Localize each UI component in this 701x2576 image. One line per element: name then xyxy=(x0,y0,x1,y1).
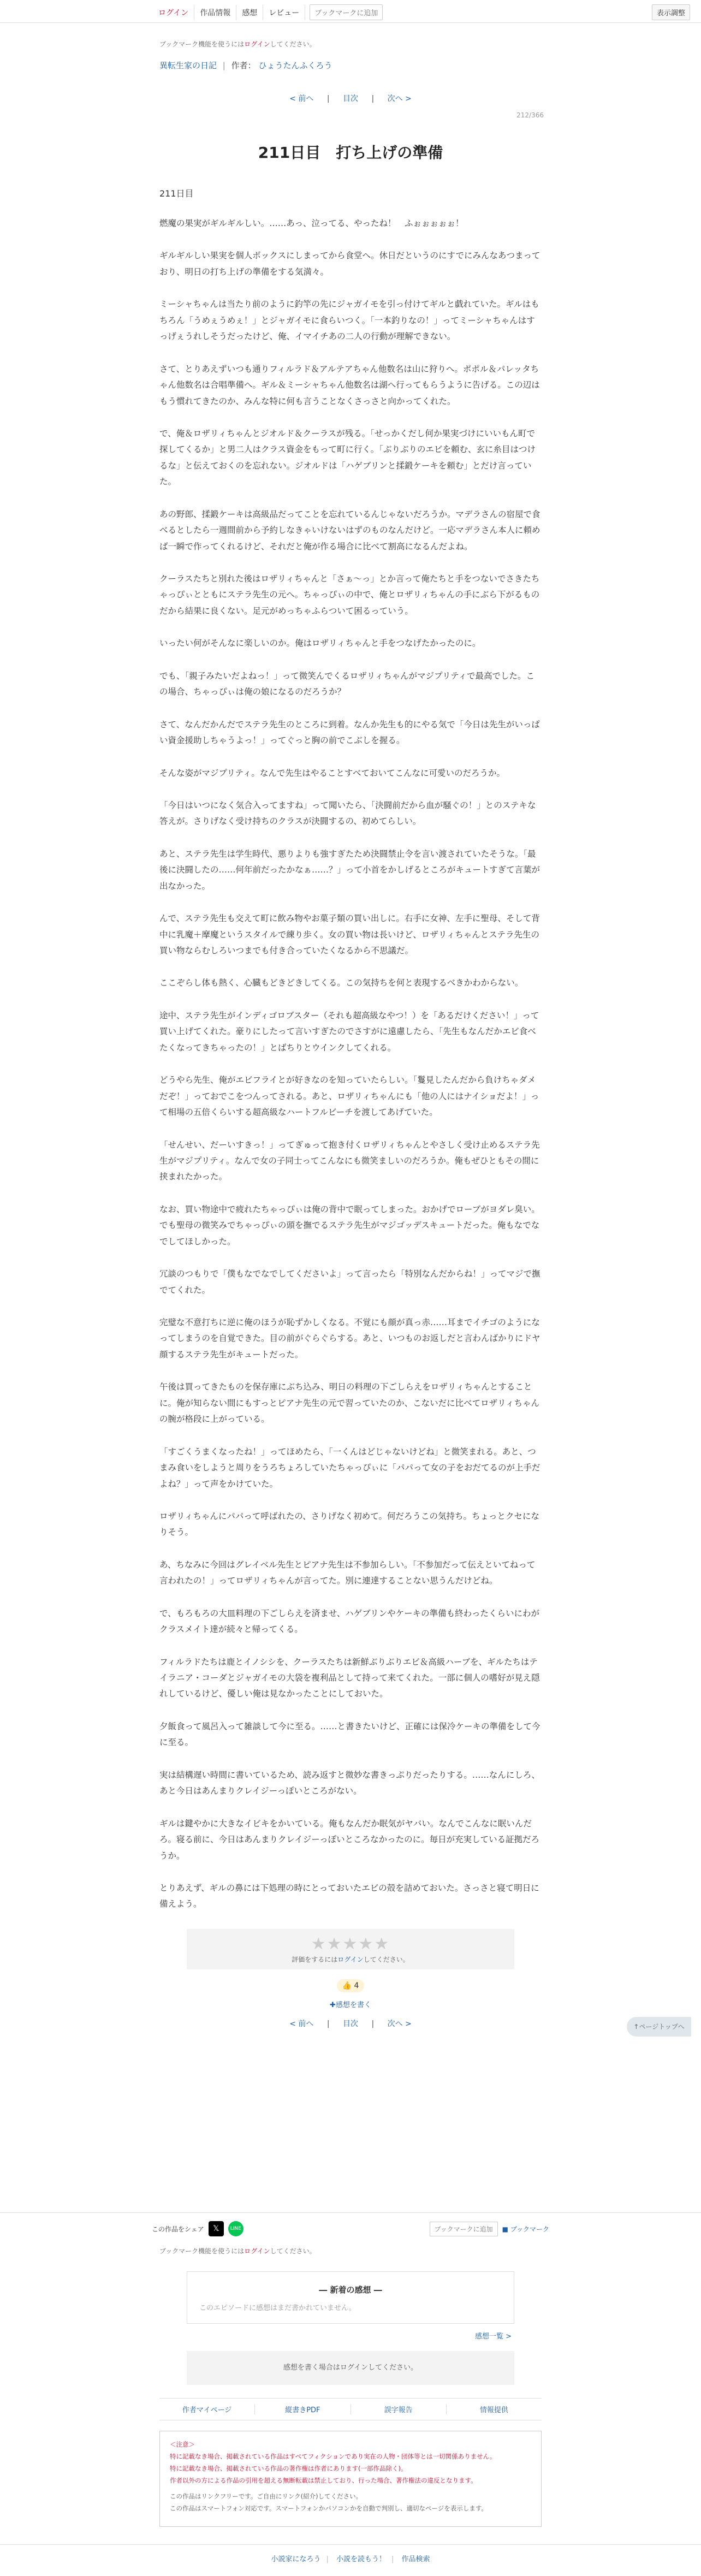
works-info-link[interactable]: 作品情報 xyxy=(194,5,236,20)
body-paragraph: ここぞらし体も熱く、心臓もどきどきしてくる。この気持ちを何と表現するべきかわからない。 xyxy=(159,978,524,988)
no-impressions-text: このエピソードに感想はまだ書かれていません。 xyxy=(199,2304,356,2312)
bookmark-login-note-bottom: ブックマーク機能を使うにはログインしてください。 xyxy=(159,2247,316,2255)
index-link[interactable]: 目次 xyxy=(343,94,358,103)
like-count: 4 xyxy=(354,1981,359,1990)
body-paragraph: 実は結構遅い時間に書いているため、読み返すと微妙な書きっぷりだったりする。……なんにしろ、あと今日はあんまりクレイジーっぽいところがない。 xyxy=(159,1770,540,1796)
thumbs-up-icon: 👍 xyxy=(342,1981,352,1990)
notice-line: 作者以外の方による作品の引用を超える無断転載は禁止しており、行った場合、著作権法の違反となります。 xyxy=(170,2476,477,2484)
body-paragraph: ロザリィちゃんにパパって呼ばれたの、さりげなく初めて。何だろうこの気持ち。ちょっとクセになりそう。 xyxy=(159,1511,539,1538)
top-nav xyxy=(0,0,701,23)
typo-report-link[interactable]: 誤字報告 xyxy=(351,2404,447,2414)
impressions-list-link[interactable]: 感想一覧 > xyxy=(475,2332,512,2341)
notice-line: 特に記載なき場合、掲載されている作品の著作権は作者にあります(一部作品除く)。 xyxy=(170,2464,407,2472)
footer-link-search[interactable]: 作品検索 xyxy=(401,2555,430,2563)
body-paragraph: 完璧な不意打ちに逆に俺のほうが恥ずかしくなる。不覚にも顔が真っ赤……耳までイチゴのようになってしまうのを自覚できた。目の前がぐらぐらする。あと、いつものお返しだと言わんばかりにドヤ顔するステラ先生がキュートだった。 xyxy=(159,1317,540,1360)
body-paragraph: いったい何がそんなに楽しいのか。俺はロザリィちゃんと手をつなげたかったのに。 xyxy=(159,638,481,649)
body-paragraph: 「せんせい、だーいすきっ！」ってぎゅって抱き付くロザリィちゃんとやさしく受け止めるステラ先生がマジプリティ。なんで女の子同士ってこんなにも微笑ましいのだろうか。俺もぜひともその間に挟まれたかった。 xyxy=(159,1139,540,1182)
body-paragraph: クーラスたちと別れた後はロザリィちゃんと「さぁ～っ」とか言って俺たちと手をつないでさきたちゃっぴぃとともにステラ先生の元へ。ちゃっぴぃの中で、俺とロザリィちゃんの手にぶら下がるものだから結果に良くない。足元がめっちゃふらついて困るっていう。 xyxy=(159,574,540,616)
body-paragraph: さて、とりあえずいつも通りフィルラド＆アルテアちゃん他数名は山に狩りへ。ポポル＆パレッタちゃん他数名は合唱準備へ。ギル＆ミーシャちゃん他数名は湖へ行ってもらうように告げる。この辺はもう慣れてきたのか、みんな特に何も言うことなくさっさと向かってくれた。 xyxy=(159,364,540,406)
notice-heading: ＜注意＞ xyxy=(170,2441,195,2448)
notice-box xyxy=(159,2431,542,2527)
bookmark-login-link-bottom[interactable]: ログイン xyxy=(244,2247,270,2255)
vertical-pdf-link[interactable]: 縦書きPDF xyxy=(255,2404,350,2414)
index-link-bottom[interactable]: 目次 xyxy=(343,2019,358,2028)
page-top-button[interactable]: ↑ページトップへ xyxy=(627,2017,691,2037)
body-paragraph: なお、買い物途中で疲れたちゃっぴぃは俺の背中で眠ってしまった。おかげでローブがヨダレ臭い。でも聖母の微笑みでちゃっぴぃの頭を撫でるステラ先生がマジゴッデスキュートだった。俺もなでなでしてほしかった。 xyxy=(159,1204,540,1247)
author-mypage-link[interactable]: 作者マイページ xyxy=(159,2404,255,2414)
new-impressions-box xyxy=(187,2271,514,2324)
bookmark-link[interactable]: ■ ブックマーク xyxy=(502,2225,549,2233)
page-number: 212/366 xyxy=(516,111,544,119)
body-paragraph: さて、なんだかんだでステラ先生のところに到着。なんか先生も的にやる気で「今日は先生がいっぱい資金援助しちゃうよっ！」ってぐっと胸の前でこぶしを握る。 xyxy=(159,719,540,746)
body-paragraph: ギルは鍵やかに大きなイビキをかいている。俺もなんだか眠気がヤバい。なんでこんなに眠いんだろ。寝る前に、今日はあんまりクレイジーっぽいところなかったのに。毎日が充実している証拠だろうか。 xyxy=(159,1818,540,1861)
notice-line: この作品はリンクフリーです。ご自由にリンク(紹介)してください。 xyxy=(170,2492,363,2501)
body-paragraph: 夕飯食って風呂入って雑談して今に至る。……と書きたいけど、正確には保冷ケーキの準備をして今に至る。 xyxy=(159,1721,540,1748)
body-paragraph: で、もろもろの大皿料理の下ごしらえを済ませ、ハゲブリンやケーキの準備も終わったくらいにわがクラスメイト達が続々と帰ってくる。 xyxy=(159,1608,539,1635)
notice-line: この作品はスマートフォン対応です。スマートフォンかパソコンかを自動で判別し、適切なページを表示します。 xyxy=(170,2504,488,2513)
body-paragraph: んで、ステラ先生も交えて町に飲み物やお菓子類の買い出しに。右手に女神、左手に聖母、そして背中に乳魔＋摩魔というスタイルで練り歩く。女の買い物は長いけど、ロザリィちゃんとステラ先生の買い物ならむしろいつまでも付き合っていたくなるから不思議だ。 xyxy=(159,913,540,955)
episode-pager-bottom: < 前へ | 目次 | 次へ > xyxy=(289,2019,412,2028)
body-paragraph: ギルギルしい果実を個人ボックスにしまってから食堂へ。休日だというのにすでにみんなあつまっており、明日の打ち上げの準備をする気満々。 xyxy=(159,251,540,277)
body-paragraph: 午後は買ってきたものを保存庫にぶち込み、明日の料理の下ごしらえをロザリィちゃんとすることに。俺が知らない間にもすっとピアナ先生の元で習っていたのか、こないだに比べてロザリィちゃんの腕が格段に上がっている。 xyxy=(159,1382,539,1424)
login-link[interactable]: ログイン xyxy=(153,5,194,20)
series-title-link[interactable]: 異転生家の日記 xyxy=(159,61,217,70)
body-paragraph: あの野郎、揉鍛ケーキは高級品だってことを忘れているんじゃないだろうか。マデラさんの宿屋で食べるとしたら一週間前から予約しなきゃいけないはずのものなんだけど。一応マデラさん本人に頼めば一瞬で作ってくれるけど、それだと俺が作る場合に比べて割高になるんだよね。 xyxy=(159,509,540,551)
body-paragraph: で、俺＆ロザリィちゃんとジオルド＆クーラスが残る。「せっかくだし何か果実づけにいいもん町で探してくるか」と男二人はクラス資金をもって町に行く。「ぶりぶりのエビを頼む、玄に糸目はつけるな」と伝えておくのを忘れない。ジオルドは「ハゲブリンと揉鍛ケーキを頼む」とだけ言っていた。 xyxy=(159,428,536,487)
review-link[interactable]: レビュー xyxy=(263,5,305,20)
site-footer: 小説家になろう | 小説を読もう！ | 作品検索 xyxy=(271,2555,430,2563)
body-paragraph: どうやら先生、俺がエビフライとが好きなのを知っていたらしい。「鬘見したんだから負けちゃダメだぞ！」っておでこをつんってされる。あと、ロザリィちゃんにも「他の人にはナイショだよ！」って相場の五倍くらいする超高級なハートフルビーチを渡してあげていた。 xyxy=(159,1075,539,1118)
episode-subtitle: 211日目 xyxy=(159,188,194,199)
author-label: 作者： xyxy=(231,61,256,70)
next-episode-link-bottom[interactable]: 次へ > xyxy=(387,2019,412,2028)
divider xyxy=(0,2544,701,2545)
impressions-link[interactable]: 感想 xyxy=(236,5,263,20)
body-paragraph: 「今日はいつになく気合入ってますね」って聞いたら、「決闘前だから血が騒ぐの！」とのステキな答えが。さりげなく受け持ちのクラスが決闘するの、初めてらしい。 xyxy=(159,800,536,827)
rating-box: ★★★★★ 評価をするにはログインしてください。 xyxy=(187,1929,514,1969)
body-paragraph: でも、「親子みたいだよねっ！」って微笑んでくるロザリィちゃんがマジプリティで最高でした。この場合、ちゃっぴぃは俺の娘になるのだろうか？ xyxy=(159,670,534,697)
impression-login-prompt[interactable]: 感想を書く場合はログインしてください。 xyxy=(187,2351,514,2385)
footer-links xyxy=(159,2398,542,2420)
info-provide-link[interactable]: 情報提供 xyxy=(479,2406,508,2414)
footer-link-yomou[interactable]: 小説を読もう！ xyxy=(336,2555,386,2563)
like-button[interactable] xyxy=(337,1979,365,1992)
notice-line: 特に記載なき場合、掲載されている作品はすべてフィクションであり実在の人物・団体等とは一切関係ありません。 xyxy=(170,2452,496,2460)
episode-title: 211日目 打ち上げの準備 xyxy=(258,144,443,162)
write-impression-link[interactable]: ✚感想を書く xyxy=(330,2001,371,2009)
body-paragraph: そんな姿がマジプリティ。なんで先生はやることすべておいてこんなに可愛いのだろうか。 xyxy=(159,768,506,778)
body-paragraph: フィルラドたちは鹿とイノシシを、クーラスたちは新鮮ぶりぶりエビ＆高級ハーブを、ギルたちはテイラニア・コーダとジャガイモの大袋を複利品として持って来てくれた。一部に個人の嗜好が見え隠れしているけど、優しい俺は見なかったことにしておいた。 xyxy=(159,1657,540,1699)
display-settings-button[interactable]: 表示調整 xyxy=(652,4,690,20)
body-paragraph: あ、ちなみに今回はグレイベル先生とピアナ先生は不参加らしい。「不参加だって伝えといてねって言われたの！」ってロザリィちゃんが言ってた。別に連達することない思うんだけどね。 xyxy=(159,1559,536,1586)
prev-episode-link[interactable]: < 前へ xyxy=(289,94,314,103)
body-paragraph: 「すごくうまくなったね！」ってほめたら、「一くんはどじゃないけどね」と微笑まれる。あと、つまみ食いをしようと周りをうろちょろしていたちゃっぴぃに「パパって女の子をおだてるのが上手だよね？」って声をかけていた。 xyxy=(159,1446,540,1489)
episode-body xyxy=(159,216,542,1913)
divider: | xyxy=(222,61,225,70)
footer-link-syosetu[interactable]: 小説家になろう xyxy=(271,2555,321,2563)
new-impressions-title: ― 新着の感想 ― xyxy=(319,2285,382,2295)
add-bookmark-button-bottom[interactable]: ブックマークに追加 xyxy=(430,2222,498,2236)
share-label: この作品をシェア xyxy=(152,2225,204,2233)
episode-pager-top: < 前へ | 目次 | 次へ > xyxy=(289,94,412,103)
x-share-icon[interactable]: 𝕏 xyxy=(209,2221,224,2236)
author-link[interactable]: ひょうたんふくろう xyxy=(258,61,332,70)
rating-stars[interactable]: ★★★★★ xyxy=(311,1934,390,1954)
body-paragraph: とりあえず、ギルの鼻には下処理の時にとっておいたエビの殻を詰めておいた。さっさと寝て明日に備えよう。 xyxy=(159,1883,539,1909)
bookmark-login-note: ブックマーク機能を使うにはログインしてください。 xyxy=(159,40,316,48)
rating-login-link[interactable]: ログイン xyxy=(337,1955,364,1963)
bookmark-login-link[interactable]: ログイン xyxy=(244,40,270,48)
divider xyxy=(0,2212,701,2213)
body-paragraph: ミーシャちゃんは当たり前のように釣竿の先にジャガイモを引っ付けてギルと戯れていた。ギルはもちろん「うめぇうめぇ！」とジャガイモに食らいつく。「一本釣りなの！」ってミーシャちゃんはすっげぇうれしそうだったけど、俺、イマイチあの二人の行動が理解できない。 xyxy=(159,299,539,342)
body-paragraph: 燃魔の果実がギルギルしい。……あっ、泣ってる、やったね！ ふぉぉぉぉぉ！ xyxy=(159,218,464,228)
body-paragraph: あと、ステラ先生は学生時代、悪りよりも強すぎたため決闘禁止令を言い渡されていたそうな。「最後に決闘したの……何年前だったかなぁ……？」って小首をかしげるところがキュートすぎて言葉が出なかった。 xyxy=(159,848,540,891)
add-bookmark-button[interactable]: ブックマークに追加 xyxy=(310,4,383,20)
next-episode-link[interactable]: 次へ > xyxy=(387,94,412,103)
prev-episode-link-bottom[interactable]: < 前へ xyxy=(289,2019,314,2028)
share-bar xyxy=(152,2219,549,2239)
line-share-icon[interactable]: LINE xyxy=(228,2221,243,2236)
body-paragraph: 途中、ステラ先生がインディゴロブスター（それも超高級なやつ！）を「あるだけください！」って買い上げてくれた。豪りにしたって言いすぎたのでさすがに遠慮したら、「先生もなんだかエビ食べたくなってきちゃったの！」とばちりとウインクしてくれる。 xyxy=(159,1010,539,1053)
body-paragraph: 冗談のつもりで「僕もなでなでしてくださいよ」って言ったら「特別なんだからね！」ってマジで撫でてくれた。 xyxy=(159,1269,540,1295)
